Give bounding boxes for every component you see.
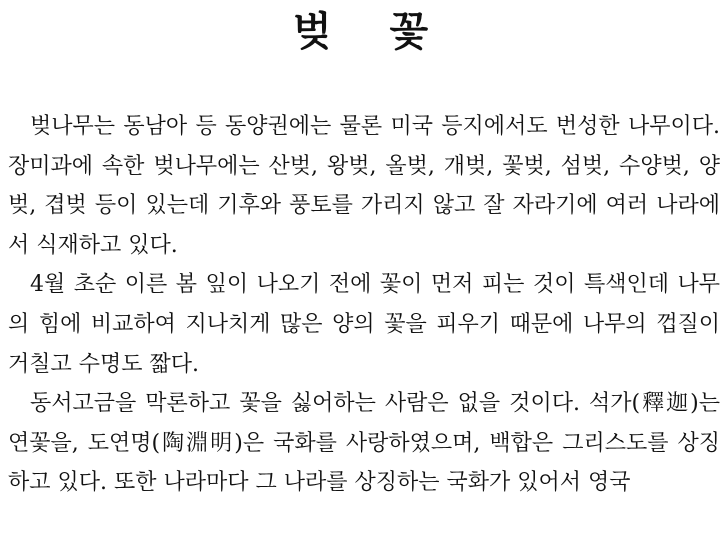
paragraph-2: 4월 초순 이른 봄 잎이 나오기 전에 꽃이 먼저 피는 것이 특색인데 나무의 힘에 비교하여 지나치게 많은 양의 꽃을 피우기 때문에 나무의 껍질이 거칠고 수명도 짧다. <box>8 272 720 377</box>
document-body <box>8 107 720 503</box>
paragraph-1: 벚나무는 동남아 등 동양권에는 물론 미국 등지에서도 번성한 나무이다. 장미과에 속한 벚나무에는 산벚, 왕벚, 올벚, 개벚, 꽃벚, 섬벚, 수양벚, 양벚, 겹벚 등이 있는데 기후와 풍토를 가리지 않고 잘 자라기에 여러 나라에서 식재하고 있다. <box>8 114 720 258</box>
page-title: 벚 꽃 <box>292 8 451 55</box>
paragraph-3: 동서고금을 막론하고 꽃을 싫어하는 사람은 없을 것이다. 석가(釋迦)는 연꽃을, 도연명(陶淵明)은 국화를 사랑하였으며, 백합은 그리스도를 상징하고 있다. 또한 나라마다 그 나라를 상징하는 국화가 있어서 영국 <box>8 391 720 496</box>
